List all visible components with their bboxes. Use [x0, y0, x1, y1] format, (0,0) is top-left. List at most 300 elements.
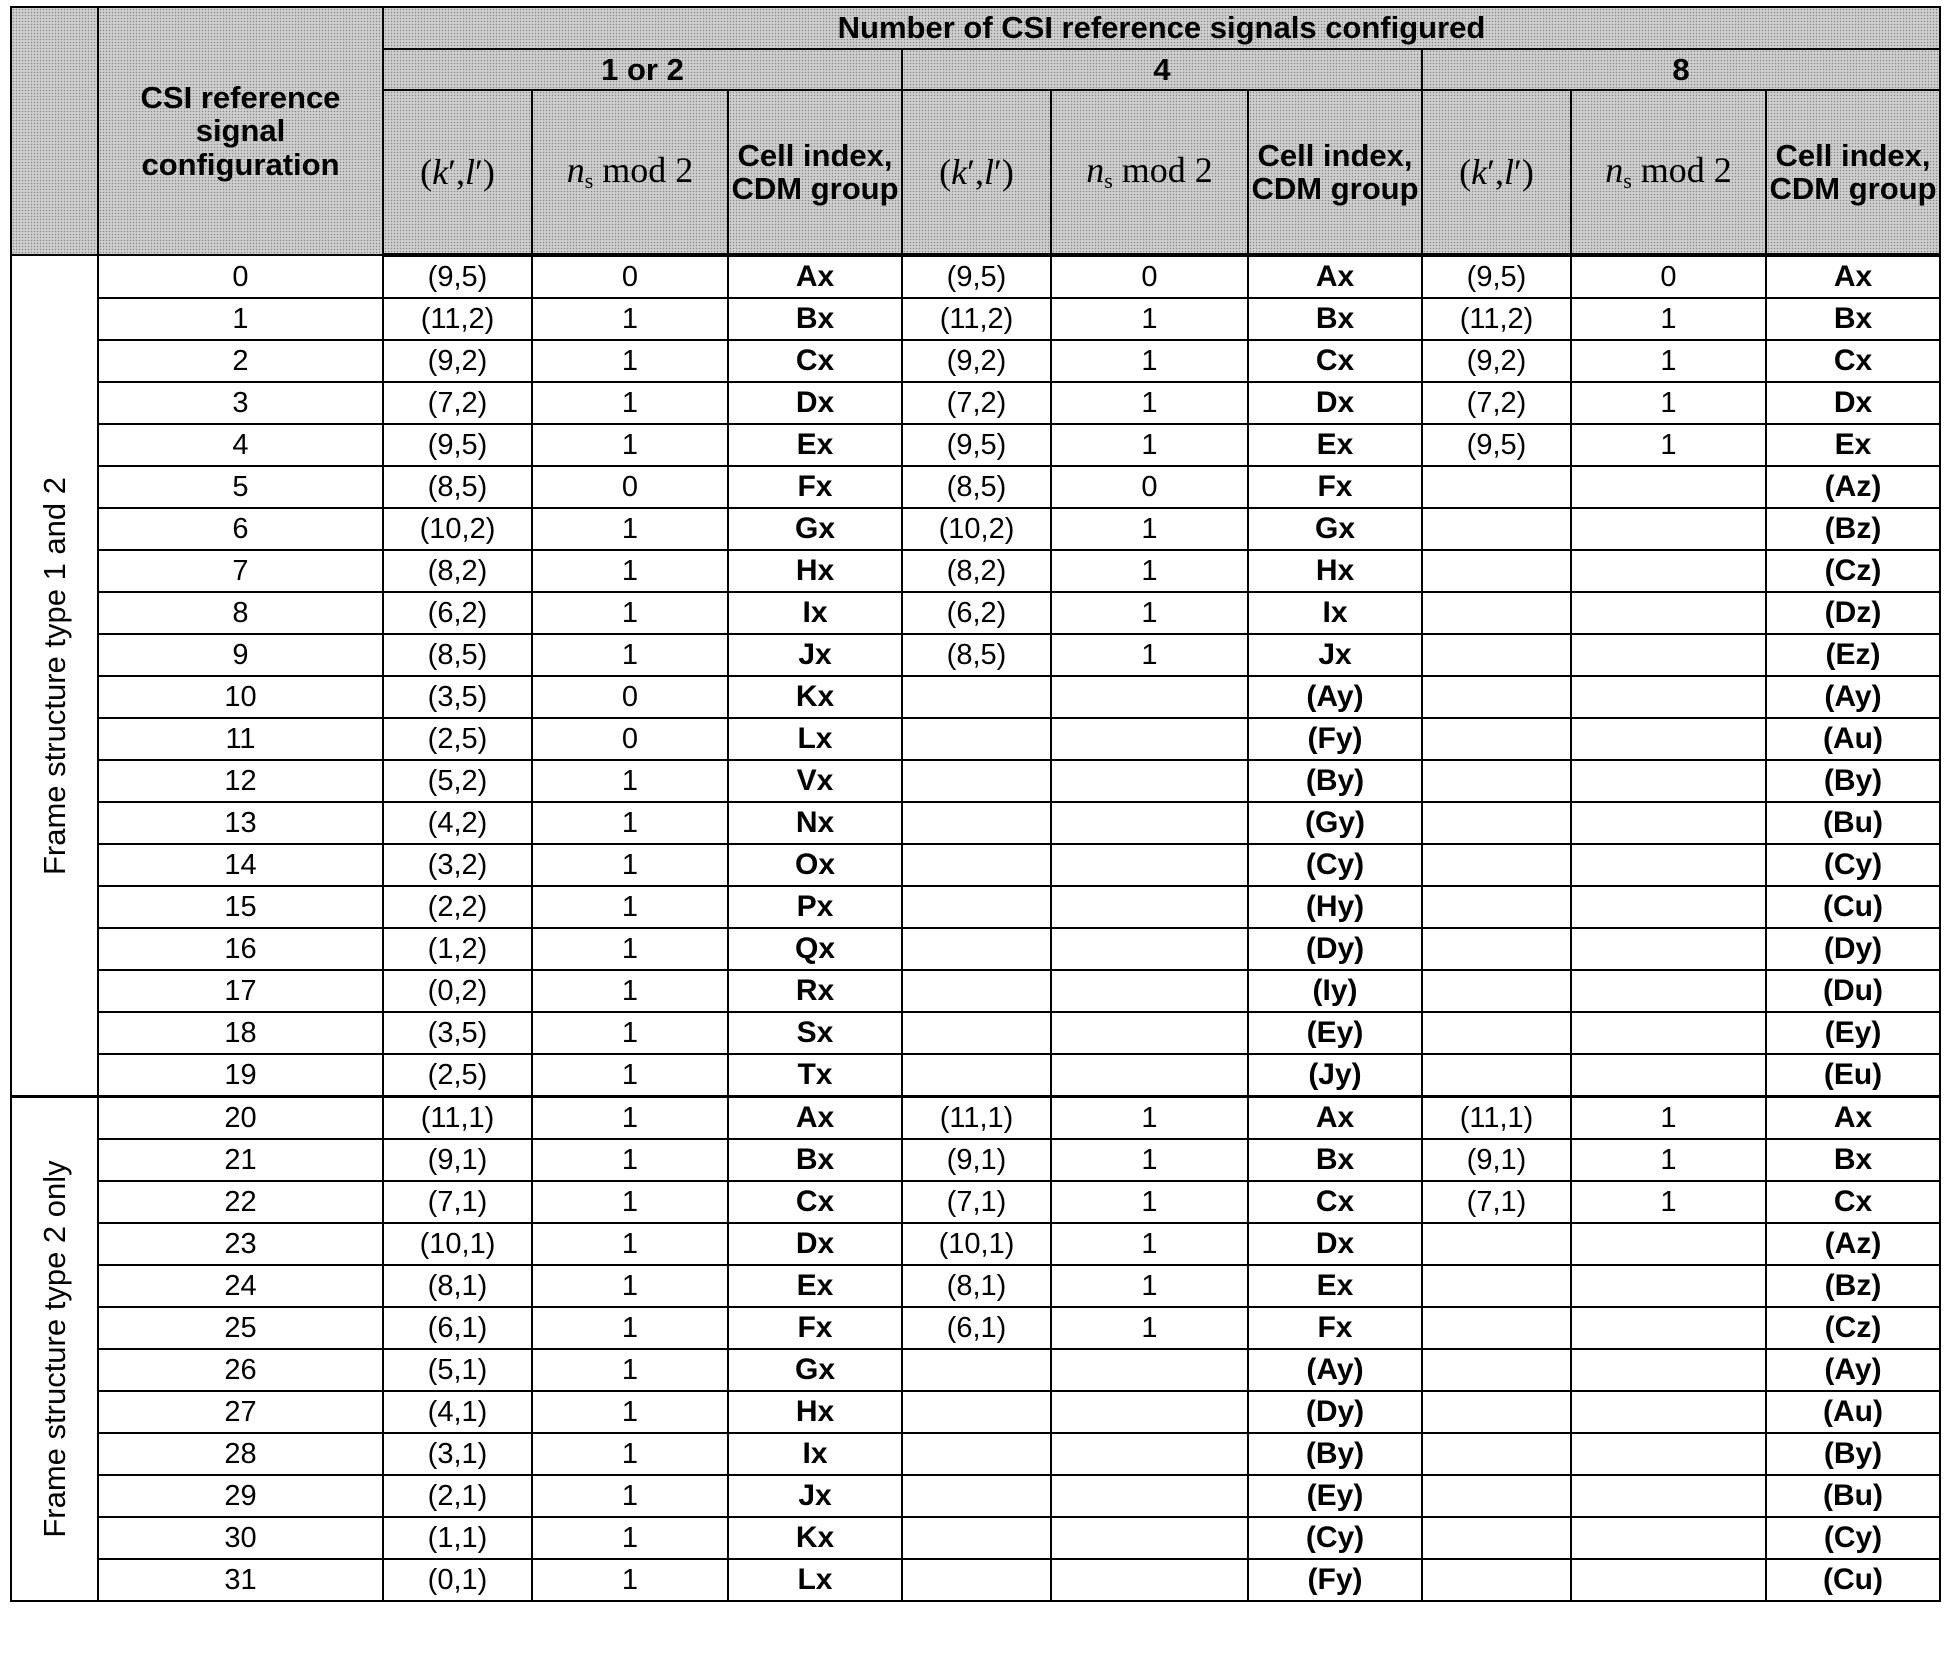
config-index: 13 [98, 802, 383, 844]
cdm-group-value: Fx [1248, 1307, 1422, 1349]
table-row [11, 970, 1940, 1012]
cdm-group-value: (Au) [1766, 718, 1940, 760]
ns-mod2-value: 1 [1051, 298, 1248, 340]
ns-mod2-value: 1 [1051, 634, 1248, 676]
kl-value: (2,5) [383, 718, 532, 760]
header-kl-prime [383, 90, 532, 255]
ns-mod2-value: 1 [532, 1265, 728, 1307]
cdm-group-value: (Bz) [1766, 508, 1940, 550]
config-index: 14 [98, 844, 383, 886]
cdm-group-value: (Bu) [1766, 802, 1940, 844]
config-index: 24 [98, 1265, 383, 1307]
config-index: 8 [98, 592, 383, 634]
config-index: 16 [98, 928, 383, 970]
kl-value: (9,5) [383, 255, 532, 298]
cdm-group-value: (Bu) [1766, 1475, 1940, 1517]
cdm-group-value: Gx [728, 1349, 902, 1391]
ns-mod2-value [1571, 1265, 1766, 1307]
cdm-group-value: Hx [1248, 550, 1422, 592]
ns-mod2-value [1571, 676, 1766, 718]
kl-value [902, 1391, 1051, 1433]
ns-mod2-value: 1 [532, 340, 728, 382]
cdm-group-value: Fx [728, 466, 902, 508]
table-row [11, 1433, 1940, 1475]
kl-value [902, 1433, 1051, 1475]
kl-value [1422, 760, 1571, 802]
config-index: 6 [98, 508, 383, 550]
kl-value [902, 718, 1051, 760]
cdm-group-value: Cx [728, 1181, 902, 1223]
cdm-group-value: Px [728, 886, 902, 928]
ns-mod2-value: 0 [1051, 466, 1248, 508]
header-cell-index-cdm-group: Cell index, CDM group [728, 90, 902, 255]
cdm-group-value: (Az) [1766, 466, 1940, 508]
cdm-group-value: Lx [728, 718, 902, 760]
cdm-group-value: Ax [1248, 1097, 1422, 1140]
table-row [11, 1097, 1940, 1140]
config-index: 17 [98, 970, 383, 1012]
ns-mod2-value: 1 [1051, 508, 1248, 550]
header-group-1-or-2: 1 or 2 [383, 49, 902, 90]
ns-mod2-value: 0 [532, 466, 728, 508]
ns-mod2-value [1571, 1349, 1766, 1391]
kl-value: (7,2) [1422, 382, 1571, 424]
kl-value [902, 886, 1051, 928]
table-row [11, 634, 1940, 676]
table-row [11, 508, 1940, 550]
ns-rest: mod 2 [593, 150, 693, 190]
table-row [11, 1391, 1940, 1433]
ns-mod2-value: 1 [1571, 1139, 1766, 1181]
cdm-group-value: (By) [1248, 760, 1422, 802]
ns-rest: mod 2 [1632, 150, 1732, 190]
ns-mod2-value [1571, 1012, 1766, 1054]
table-row [11, 844, 1940, 886]
cdm-group-value: Dx [1248, 1223, 1422, 1265]
config-index: 18 [98, 1012, 383, 1054]
ns-mod2-value: 1 [1051, 1223, 1248, 1265]
ns-mod2-value [1571, 1391, 1766, 1433]
ns-mod2-value: 1 [532, 1349, 728, 1391]
kl-part: ′ [475, 152, 483, 192]
ns-mod2-value: 0 [532, 718, 728, 760]
kl-value [1422, 886, 1571, 928]
kl-value: (11,1) [383, 1097, 532, 1140]
kl-value [902, 1559, 1051, 1601]
kl-value [902, 970, 1051, 1012]
kl-value: (8,5) [902, 466, 1051, 508]
kl-value [1422, 550, 1571, 592]
cdm-group-value: Gx [1248, 508, 1422, 550]
kl-part: l [984, 152, 994, 192]
ns-mod2-value [1571, 886, 1766, 928]
kl-part: k [951, 152, 967, 192]
cdm-group-value: Ix [728, 592, 902, 634]
ns-mod2-value [1051, 1349, 1248, 1391]
kl-part: ′ [967, 152, 975, 192]
cdm-group-value: (Du) [1766, 970, 1940, 1012]
kl-value [902, 676, 1051, 718]
ns-mod2-value [1571, 1475, 1766, 1517]
table-row [11, 1559, 1940, 1601]
cdm-group-value: (Cy) [1248, 1517, 1422, 1559]
ns-mod2-value [1571, 508, 1766, 550]
config-index: 0 [98, 255, 383, 298]
kl-value: (7,1) [902, 1181, 1051, 1223]
kl-value [1422, 1475, 1571, 1517]
ns-mod2-value: 1 [532, 1391, 728, 1433]
cdm-group-value: Nx [728, 802, 902, 844]
table-row [11, 886, 1940, 928]
ns-mod2-value [1051, 970, 1248, 1012]
ns-mod2-value [1051, 676, 1248, 718]
ns-mod2-value: 0 [532, 255, 728, 298]
cdm-group-value: Dx [728, 1223, 902, 1265]
table-row [11, 298, 1940, 340]
ns-mod2-value [1571, 1517, 1766, 1559]
cdm-group-value: Bx [1248, 1139, 1422, 1181]
ns-mod2-value: 1 [532, 970, 728, 1012]
cdm-group-value: (Iy) [1248, 970, 1422, 1012]
ns-mod2-value [1571, 760, 1766, 802]
kl-value: (8,2) [383, 550, 532, 592]
ns-mod2-value [1571, 1307, 1766, 1349]
cdm-group-value: (By) [1766, 1433, 1940, 1475]
config-index: 27 [98, 1391, 383, 1433]
ns-n: n [1605, 150, 1623, 190]
kl-value [902, 928, 1051, 970]
table-row [11, 718, 1940, 760]
ns-mod2-value [1051, 928, 1248, 970]
kl-value: (0,2) [383, 970, 532, 1012]
ns-sub: s [585, 168, 594, 193]
cdm-group-value: (Fy) [1248, 718, 1422, 760]
frame-structure-label: Frame structure type 1 and 2 [35, 476, 75, 874]
cdm-group-value: (By) [1248, 1433, 1422, 1475]
table-row [11, 1517, 1940, 1559]
kl-value: (2,5) [383, 1054, 532, 1097]
kl-value: (8,2) [902, 550, 1051, 592]
cdm-group-value: Qx [728, 928, 902, 970]
cdm-group-value: Ax [728, 1097, 902, 1140]
kl-value: (11,1) [1422, 1097, 1571, 1140]
kl-value [1422, 676, 1571, 718]
ns-mod2-value [1571, 550, 1766, 592]
cdm-group-value: Dx [1766, 382, 1940, 424]
table-row [11, 550, 1940, 592]
kl-part: ) [1522, 152, 1534, 192]
kl-value: (7,1) [383, 1181, 532, 1223]
ns-mod2-value: 1 [1051, 592, 1248, 634]
cdm-group-value: Ax [728, 255, 902, 298]
kl-value: (6,2) [902, 592, 1051, 634]
config-index: 31 [98, 1559, 383, 1601]
cdm-group-value: (Cu) [1766, 1559, 1940, 1601]
cdm-group-value: Sx [728, 1012, 902, 1054]
kl-value: (6,1) [383, 1307, 532, 1349]
kl-part: k [432, 152, 448, 192]
ns-mod2-value [1051, 1475, 1248, 1517]
ns-mod2-value: 1 [1051, 1307, 1248, 1349]
table-row [11, 1307, 1940, 1349]
header-config: CSI reference signal configuration [98, 7, 383, 255]
cdm-group-value: Cx [1248, 1181, 1422, 1223]
kl-part: l [465, 152, 475, 192]
kl-value: (9,2) [1422, 340, 1571, 382]
frame-structure-group [11, 1097, 98, 1602]
cdm-group-value: Lx [728, 1559, 902, 1601]
ns-mod2-value: 1 [1051, 1181, 1248, 1223]
kl-value: (8,5) [383, 466, 532, 508]
kl-value [902, 1517, 1051, 1559]
kl-value: (9,5) [1422, 255, 1571, 298]
cdm-group-value: Dx [1248, 382, 1422, 424]
cdm-group-value: Ax [1766, 1097, 1940, 1140]
ns-mod2-value: 1 [1051, 1265, 1248, 1307]
table-row [11, 466, 1940, 508]
config-index: 7 [98, 550, 383, 592]
kl-value [902, 802, 1051, 844]
kl-part: , [1495, 152, 1504, 192]
ns-mod2-value: 1 [532, 298, 728, 340]
kl-value: (9,5) [1422, 424, 1571, 466]
table-row [11, 255, 1940, 298]
config-index: 29 [98, 1475, 383, 1517]
cdm-group-value: Dx [728, 382, 902, 424]
table-row [11, 676, 1940, 718]
kl-value [902, 760, 1051, 802]
cdm-group-value: (Fy) [1248, 1559, 1422, 1601]
kl-value: (3,2) [383, 844, 532, 886]
ns-mod2-value: 1 [532, 760, 728, 802]
ns-mod2-value: 1 [532, 1475, 728, 1517]
ns-mod2-value [1571, 802, 1766, 844]
cdm-group-value: (Ey) [1248, 1012, 1422, 1054]
table-row [11, 1139, 1940, 1181]
cdm-group-value: (Cz) [1766, 550, 1940, 592]
header-group-8: 8 [1422, 49, 1940, 90]
ns-mod2-value: 1 [532, 1223, 728, 1265]
ns-mod2-value: 1 [532, 1433, 728, 1475]
cdm-group-value: Tx [728, 1054, 902, 1097]
config-index: 2 [98, 340, 383, 382]
ns-mod2-value [1051, 844, 1248, 886]
ns-mod2-value: 1 [532, 886, 728, 928]
table-row [11, 1265, 1940, 1307]
cdm-group-value: Gx [728, 508, 902, 550]
kl-value [1422, 970, 1571, 1012]
cdm-group-value: (Ay) [1248, 676, 1422, 718]
header-ns-mod2 [1571, 90, 1766, 255]
kl-part: ′ [448, 152, 456, 192]
ns-mod2-value [1571, 928, 1766, 970]
ns-mod2-value: 1 [1571, 340, 1766, 382]
ns-mod2-value [1571, 1054, 1766, 1097]
ns-mod2-value: 1 [1051, 424, 1248, 466]
table-body [11, 255, 1940, 1601]
table-row [11, 1054, 1940, 1097]
config-index: 9 [98, 634, 383, 676]
config-index: 21 [98, 1139, 383, 1181]
kl-value: (10,1) [383, 1223, 532, 1265]
cdm-group-value: (Cu) [1766, 886, 1940, 928]
kl-value: (9,2) [383, 340, 532, 382]
kl-value [1422, 1391, 1571, 1433]
kl-value: (4,1) [383, 1391, 532, 1433]
ns-mod2-value [1051, 718, 1248, 760]
kl-value: (1,2) [383, 928, 532, 970]
cdm-group-value: (Cy) [1766, 1517, 1940, 1559]
cdm-group-value: (Dz) [1766, 592, 1940, 634]
kl-value: (9,5) [902, 424, 1051, 466]
ns-mod2-value [1571, 970, 1766, 1012]
ns-mod2-value: 1 [1571, 1097, 1766, 1140]
ns-mod2-value: 0 [532, 676, 728, 718]
header-kl-prime [1422, 90, 1571, 255]
ns-mod2-value [1571, 592, 1766, 634]
kl-value: (8,1) [902, 1265, 1051, 1307]
header-corner [11, 7, 98, 255]
cdm-group-value: Rx [728, 970, 902, 1012]
frame-structure-label: Frame structure type 2 only [35, 1160, 75, 1537]
kl-value [1422, 1559, 1571, 1601]
ns-mod2-value: 0 [1571, 255, 1766, 298]
kl-value: (7,2) [383, 382, 532, 424]
config-index: 1 [98, 298, 383, 340]
kl-value: (8,5) [902, 634, 1051, 676]
cdm-group-value: (Ez) [1766, 634, 1940, 676]
config-index: 20 [98, 1097, 383, 1140]
header-cell-index-cdm-group: Cell index, CDM group [1248, 90, 1422, 255]
cdm-group-value: Ex [728, 1265, 902, 1307]
kl-value [1422, 718, 1571, 760]
kl-part: ( [420, 152, 432, 192]
kl-value: (4,2) [383, 802, 532, 844]
kl-value [1422, 634, 1571, 676]
header-kl-prime [902, 90, 1051, 255]
ns-mod2-value: 1 [532, 1181, 728, 1223]
kl-value [1422, 1517, 1571, 1559]
csi-configuration-table [10, 6, 1941, 1602]
kl-value [1422, 802, 1571, 844]
kl-value: (0,1) [383, 1559, 532, 1601]
kl-part: ) [1002, 152, 1014, 192]
kl-value: (2,1) [383, 1475, 532, 1517]
kl-value: (5,2) [383, 760, 532, 802]
config-index: 4 [98, 424, 383, 466]
kl-part: ′ [1487, 152, 1495, 192]
config-index: 15 [98, 886, 383, 928]
cdm-group-value: Kx [728, 676, 902, 718]
kl-value: (9,5) [383, 424, 532, 466]
cdm-group-value: Ox [728, 844, 902, 886]
ns-mod2-value: 1 [1051, 382, 1248, 424]
cdm-group-value: Ax [1248, 255, 1422, 298]
ns-mod2-value: 1 [1571, 298, 1766, 340]
cdm-group-value: (Ey) [1248, 1475, 1422, 1517]
kl-value [1422, 1265, 1571, 1307]
cdm-group-value: Fx [1248, 466, 1422, 508]
config-index: 25 [98, 1307, 383, 1349]
kl-value: (11,1) [902, 1097, 1051, 1140]
header-ns-mod2 [532, 90, 728, 255]
kl-value: (9,1) [902, 1139, 1051, 1181]
ns-mod2-value: 1 [532, 1054, 728, 1097]
kl-value [1422, 592, 1571, 634]
ns-sub: s [1104, 168, 1113, 193]
cdm-group-value: Cx [1766, 1181, 1940, 1223]
config-index: 3 [98, 382, 383, 424]
header-cell-index-cdm-group: Cell index, CDM group [1766, 90, 1940, 255]
frame-structure-group [11, 255, 98, 1097]
ns-mod2-value: 1 [532, 550, 728, 592]
ns-mod2-value: 1 [1571, 424, 1766, 466]
kl-part: l [1504, 152, 1514, 192]
config-index: 23 [98, 1223, 383, 1265]
cdm-group-value: Ex [1766, 424, 1940, 466]
kl-value: (8,5) [383, 634, 532, 676]
table-row [11, 760, 1940, 802]
kl-value [902, 844, 1051, 886]
table-row [11, 340, 1940, 382]
config-index: 30 [98, 1517, 383, 1559]
table-row [11, 1012, 1940, 1054]
ns-mod2-value: 1 [532, 844, 728, 886]
cdm-group-value: (Hy) [1248, 886, 1422, 928]
kl-value: (3,5) [383, 1012, 532, 1054]
kl-value: (3,5) [383, 676, 532, 718]
kl-value: (9,1) [383, 1139, 532, 1181]
kl-value: (11,2) [902, 298, 1051, 340]
kl-part: ) [483, 152, 495, 192]
ns-mod2-value: 1 [532, 1517, 728, 1559]
config-index: 19 [98, 1054, 383, 1097]
cdm-group-value: (Eu) [1766, 1054, 1940, 1097]
kl-value: (3,1) [383, 1433, 532, 1475]
cdm-group-value: (Gy) [1248, 802, 1422, 844]
header-number-configured: Number of CSI reference signals configured [383, 7, 1940, 49]
table-row [11, 928, 1940, 970]
header-group-4: 4 [902, 49, 1422, 90]
cdm-group-value: (Az) [1766, 1223, 1940, 1265]
cdm-group-value: (Au) [1766, 1391, 1940, 1433]
kl-value [1422, 1012, 1571, 1054]
cdm-group-value: Bx [1248, 298, 1422, 340]
cdm-group-value: Hx [728, 550, 902, 592]
config-index: 22 [98, 1181, 383, 1223]
ns-mod2-value [1051, 1391, 1248, 1433]
table-row [11, 1223, 1940, 1265]
cdm-group-value: (Ey) [1766, 1012, 1940, 1054]
kl-value: (9,2) [902, 340, 1051, 382]
cdm-group-value: Hx [728, 1391, 902, 1433]
ns-mod2-value: 1 [532, 382, 728, 424]
kl-value [1422, 1054, 1571, 1097]
kl-value [1422, 1433, 1571, 1475]
cdm-group-value: Jx [728, 634, 902, 676]
cdm-group-value: (Cz) [1766, 1307, 1940, 1349]
cdm-group-value: Kx [728, 1517, 902, 1559]
ns-mod2-value [1051, 1054, 1248, 1097]
kl-value [1422, 466, 1571, 508]
table-row [11, 382, 1940, 424]
kl-part: , [975, 152, 984, 192]
kl-part: k [1471, 152, 1487, 192]
kl-value: (7,2) [902, 382, 1051, 424]
table-row [11, 1349, 1940, 1391]
ns-mod2-value: 1 [1051, 1097, 1248, 1140]
cdm-group-value: Ex [1248, 1265, 1422, 1307]
